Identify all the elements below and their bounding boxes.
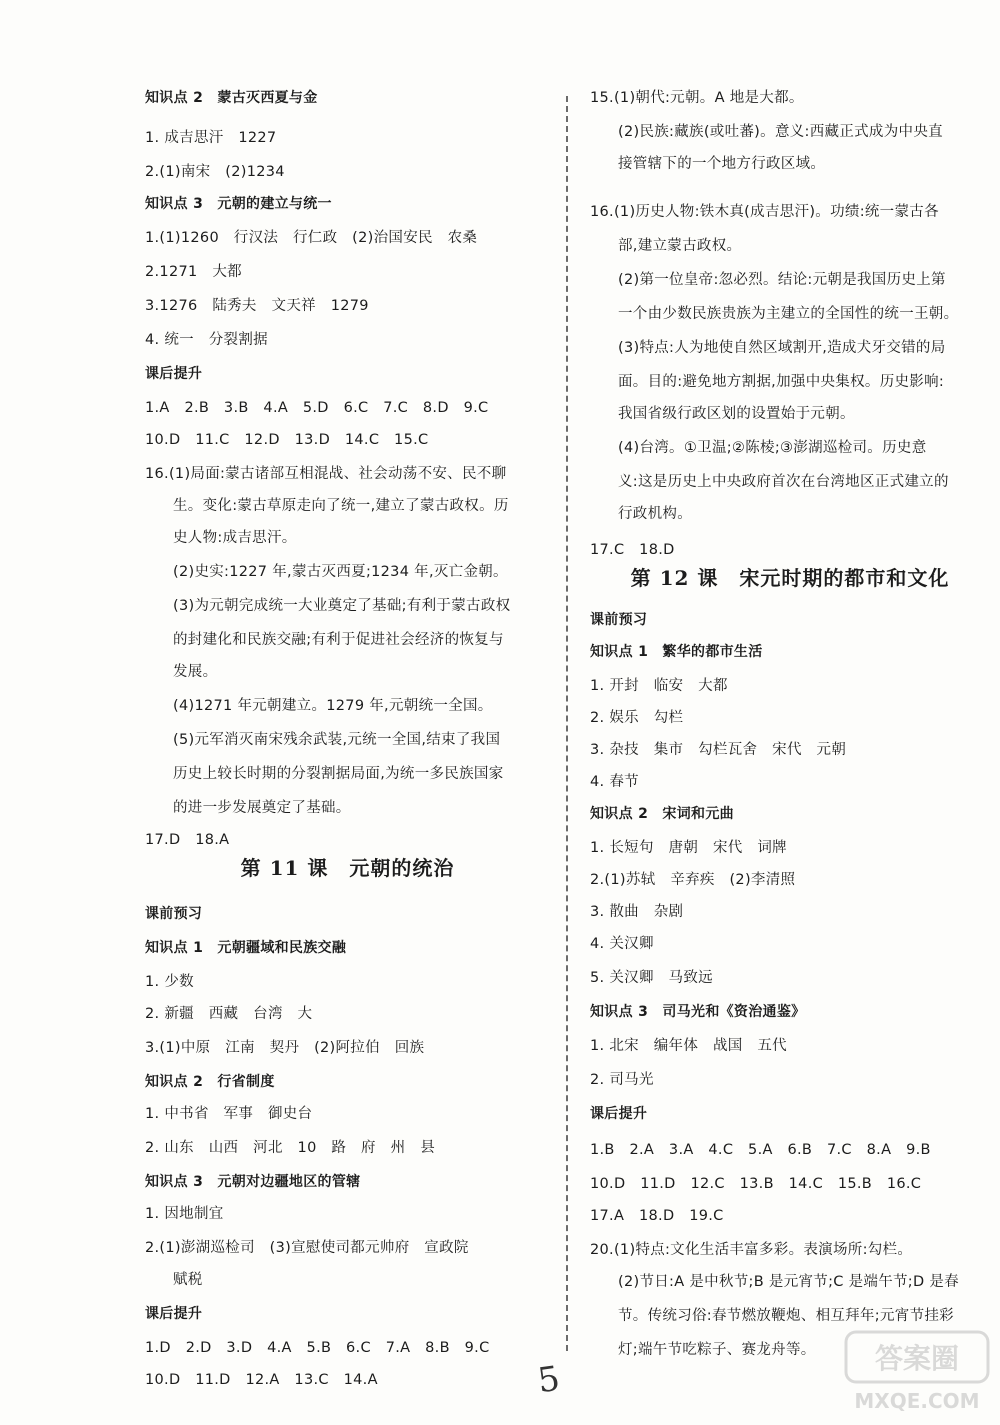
- answer-line: 1. 长短句 唐朝 宋代 词牌: [590, 840, 787, 856]
- page-number: 5: [535, 1358, 563, 1402]
- section-heading: 知识点 3 元朝对边疆地区的管辖: [145, 1174, 361, 1190]
- answer-line: 3. 散曲 杂剧: [590, 904, 684, 920]
- answer-line: 10.D 11.C 12.D 13.D 14.C 15.C: [145, 432, 429, 448]
- section-heading: 知识点 2 蒙古灭西夏与金: [145, 90, 318, 106]
- answer-line: 发展。: [173, 664, 218, 680]
- answer-line: 4. 统一 分裂割据: [145, 332, 268, 348]
- section-heading: 知识点 3 司马光和《资治通鉴》: [590, 1004, 806, 1020]
- lesson-title: 第 11 课 元朝的统治: [240, 856, 455, 880]
- svg-text:答案圈: 答案圈: [874, 1342, 960, 1375]
- section-heading: 知识点 1 繁华的都市生活: [590, 644, 763, 660]
- answer-line: (3)为元朝完成统一大业奠定了基础;有利于蒙古政权: [173, 598, 511, 614]
- answer-line: (3)特点:人为地使自然区域割开,造成犬牙交错的局: [618, 340, 946, 356]
- answer-line: 的进一步发展奠定了基础。: [173, 800, 351, 816]
- answer-line: 1. 成吉思汗 1227: [145, 130, 277, 146]
- column-divider: [566, 96, 568, 1351]
- answer-line: 1.A 2.B 3.B 4.A 5.D 6.C 7.C 8.D 9.C: [145, 400, 489, 416]
- section-heading: 课后提升: [590, 1106, 648, 1122]
- answer-line: 17.C 18.D: [590, 542, 675, 558]
- answer-line: 2.(1)南宋 (2)1234: [145, 164, 285, 180]
- answer-line: 2. 娱乐 勾栏: [590, 710, 684, 726]
- answer-line: 2.(1)苏轼 辛弃疾 (2)李清照: [590, 872, 796, 888]
- answer-line: 2. 新疆 西藏 台湾 大: [145, 1006, 313, 1022]
- section-heading: 课后提升: [145, 1306, 203, 1322]
- section-heading: 课前预习: [590, 612, 648, 628]
- answer-line: 1. 中书省 军事 御史台: [145, 1106, 313, 1122]
- answer-line: 2. 司马光: [590, 1072, 654, 1088]
- answer-line: 1.D 2.D 3.D 4.A 5.B 6.C 7.A 8.B 9.C: [145, 1340, 490, 1356]
- answer-line: 历史上较长时期的分裂割据局面,为统一多民族国家: [173, 766, 504, 782]
- answer-line: 16.(1)局面:蒙古诸部互相混战、社会动荡不安、民不聊: [145, 466, 507, 482]
- answer-line: 17.A 18.D 19.C: [590, 1208, 724, 1224]
- section-heading: 知识点 1 元朝疆域和民族交融: [145, 940, 347, 956]
- answer-line: 赋税: [173, 1272, 203, 1288]
- section-heading: 知识点 3 元朝的建立与统一: [145, 196, 332, 212]
- answer-line: (2)史实:1227 年,蒙古灭西夏;1234 年,灭亡金朝。: [173, 564, 508, 580]
- answer-line: 4. 春节: [590, 774, 639, 790]
- answer-line: (2)第一位皇帝:忽必烈。结论:元朝是我国历史上第: [618, 272, 946, 288]
- answer-line: (2)节日:A 是中秋节;B 是元宵节;C 是端午节;D 是春: [618, 1274, 959, 1290]
- answer-line: 接管辖下的一个地方行政区域。: [618, 156, 826, 172]
- answer-line: 10.D 11.D 12.A 13.C 14.A: [145, 1372, 378, 1388]
- section-heading: 课前预习: [145, 906, 203, 922]
- answer-line: 2.(1)澎湖巡检司 (3)宣慰使司都元帅府 宣政院: [145, 1240, 469, 1256]
- watermark-logo: [842, 1328, 992, 1418]
- answer-line: 3.(1)中原 江南 契丹 (2)阿拉伯 回族: [145, 1040, 425, 1056]
- section-heading: 课后提升: [145, 366, 203, 382]
- answer-line: (4)台湾。①卫温;②陈棱;③澎湖巡检司。历史意: [618, 440, 927, 456]
- answer-line: 1.(1)1260 行汉法 行仁政 (2)治国安民 农桑: [145, 230, 478, 246]
- section-heading: 知识点 2 宋词和元曲: [590, 806, 734, 822]
- answer-line: (5)元军消灭南宋残余武装,元统一全国,结束了我国: [173, 732, 501, 748]
- answer-line: 15.(1)朝代:元朝。A 地是大都。: [590, 90, 804, 106]
- answer-line: 部,建立蒙古政权。: [618, 238, 742, 254]
- answer-line: 2. 山东 山西 河北 10 路 府 州 县: [145, 1140, 435, 1156]
- answer-line: 1.B 2.A 3.A 4.C 5.A 6.B 7.C 8.A 9.B: [590, 1142, 931, 1158]
- answer-line: 10.D 11.D 12.C 13.B 14.C 15.B 16.C: [590, 1176, 922, 1192]
- answer-line: 史人物:成吉思汗。: [173, 530, 297, 546]
- answer-line: 的封建化和民族交融;有利于促进社会经济的恢复与: [173, 632, 504, 648]
- answer-line: 节。传统习俗:春节燃放鞭炮、相互拜年;元宵节挂彩: [618, 1308, 954, 1324]
- answer-line: 义:这是历史上中央政府首次在台湾地区正式建立的: [618, 474, 949, 490]
- answer-line: (2)民族:藏族(或吐蕃)。意义:西藏正式成为中央直: [618, 124, 943, 140]
- answer-line: 一个由少数民族贵族为主建立的全国性的统一王朝。: [618, 306, 959, 322]
- answer-line: 5. 关汉卿 马致远: [590, 970, 713, 986]
- answer-line: 面。目的:避免地方割据,加强中央集权。历史影响:: [618, 374, 945, 390]
- section-heading: 知识点 2 行省制度: [145, 1074, 275, 1090]
- answer-line: 3. 杂技 集市 勾栏瓦舍 宋代 元朝: [590, 742, 847, 758]
- answer-line: 灯;端午节吃粽子、赛龙舟等。: [618, 1342, 816, 1358]
- lesson-title: 第 12 课 宋元时期的都市和文化: [630, 566, 950, 590]
- answer-line: 1. 开封 临安 大都: [590, 678, 728, 694]
- answer-line: 2.1271 大都: [145, 264, 242, 280]
- answer-line: (4)1271 年元朝建立。1279 年,元朝统一全国。: [173, 698, 493, 714]
- answer-line: 生。变化:蒙古草原走向了统一,建立了蒙古政权。历: [173, 498, 509, 514]
- watermark-text: MXQE.COM: [854, 1389, 980, 1413]
- answer-line: 1. 少数: [145, 974, 194, 990]
- answer-line: 3.1276 陆秀夫 文天祥 1279: [145, 298, 369, 314]
- answer-line: 我国省级行政区划的设置始于元朝。: [618, 406, 855, 422]
- answer-line: 16.(1)历史人物:铁木真(成吉思汗)。功绩:统一蒙古各: [590, 204, 939, 220]
- answer-line: 20.(1)特点:文化生活丰富多彩。表演场所:勾栏。: [590, 1242, 913, 1258]
- answer-line: 4. 关汉卿: [590, 936, 654, 952]
- answer-line: 1. 因地制宜: [145, 1206, 224, 1222]
- answer-line: 行政机构。: [618, 506, 692, 522]
- answer-line: 17.D 18.A: [145, 832, 230, 848]
- answer-line: 1. 北宋 编年体 战国 五代: [590, 1038, 787, 1054]
